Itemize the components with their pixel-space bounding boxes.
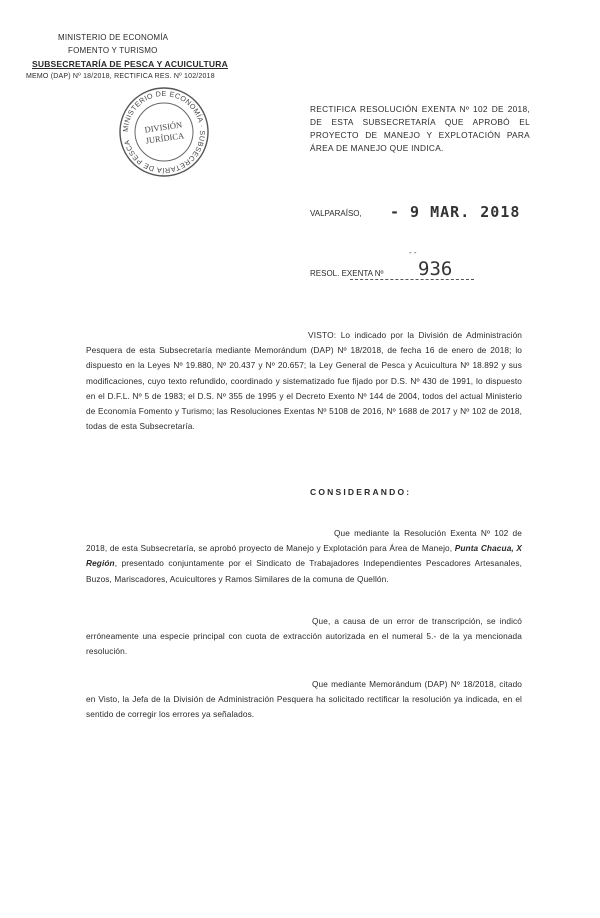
date-stamp: - 9 MAR. 2018 bbox=[390, 203, 521, 221]
resolution-number: 936 bbox=[418, 258, 453, 280]
considerando-1-text-b: , presentado conjuntamente por el Sindicato de Trabajadores Independientes Pescadores Artesanales, Buzos, Mariscadores, Acuicultores y Ramos Similares de la comuna de Quellón. bbox=[86, 558, 522, 584]
undersecretariat-name: SUBSECRETARÍA DE PESCA Y ACUICULTURA bbox=[32, 59, 228, 69]
considerando-paragraph-1 bbox=[86, 526, 522, 587]
visto-paragraph bbox=[86, 328, 522, 434]
considerando-1-text-a: Que mediante la Resolución Exenta Nº 102 de 2018, de esta Subsecretaría, se aprobó proyecto de Manejo y Explotación para Área de Manejo, bbox=[86, 528, 522, 554]
resolution-number-line bbox=[350, 279, 474, 280]
stamp-center-line2: JURÍDICA bbox=[144, 130, 185, 146]
resolution-label: RESOL. EXENTA Nº bbox=[310, 269, 384, 278]
ministry-name: MINISTERIO DE ECONOMÍA bbox=[58, 33, 169, 42]
considerando-2-text: Que, a causa de un error de transcripción, se indicó erróneamente una especie principal con cuota de extracción autorizada en el numeral 5.- de la ya mencionada resolución. bbox=[86, 616, 522, 657]
considerando-3-text: Que mediante Memorándum (DAP) Nº 18/2018, citado en Visto, la Jefa de la División de Administración Pesquera ha solicitado rectificar la resolución ya indicada, en el sentido de corregir los errores ya señalados. bbox=[86, 679, 522, 720]
considerando-paragraph-3 bbox=[86, 677, 522, 723]
stamp-center-line1: DIVISIÓN bbox=[143, 119, 183, 135]
resolution-subject: RECTIFICA RESOLUCIÓN EXENTA Nº 102 DE 2018, DE ESTA SUBSECRETARÍA QUE APROBÓ EL PROYECTO DE MANEJO Y EXPLOTACIÓN PARA ÁREA DE MANEJO QUE INDICA. bbox=[310, 104, 530, 153]
place: VALPARAÍSO, bbox=[310, 209, 362, 218]
visto-label: VISTO: bbox=[308, 330, 337, 340]
ministry-subtitle: FOMENTO Y TURISMO bbox=[68, 46, 158, 55]
area-name: Punta Chacua, X Región bbox=[86, 543, 523, 569]
legal-division-stamp bbox=[118, 86, 210, 178]
considerando-heading: CONSIDERANDO: bbox=[310, 487, 412, 497]
visto-text: Lo indicado por la División de Administración Pesquera de esta Subsecretaría mediante Memorándum (DAP) Nº 18/2018, de fecha 16 de enero de 2018; lo dispuesto en la Leyes Nº 19.880, Nº 20.437 y Nº 20.657; la Ley General de Pesca y Acuicultura Nº 18.892 y sus modificaciones, cuyo texto refundido, coordinado y sistematizado fue fijado por D.S. Nº 430 de 1991, lo dispuesto en el D.F.L. Nº 5 de 1983; el D.S. Nº 355 de 1995 y el Decreto Exento Nº 144 de 2004, todos del actual Ministerio de Economía Fomento y Turismo; las Resoluciones Exentas Nº 5108 de 2016, Nº 1688 de 2017 y Nº 102 de 2018, todas de esta Subsecretaría. bbox=[86, 330, 522, 432]
considerando-paragraph-2 bbox=[86, 614, 522, 660]
memo-reference: MEMO (DAP) Nº 18/2018, RECTIFICA RES. Nº 102/2018 bbox=[26, 73, 215, 80]
handwritten-mark: - - bbox=[409, 248, 417, 257]
stamp-ring-text: MINISTERIO DE ECONOMÍA · SUBSECRETARÍA DE PESCA bbox=[120, 88, 208, 176]
